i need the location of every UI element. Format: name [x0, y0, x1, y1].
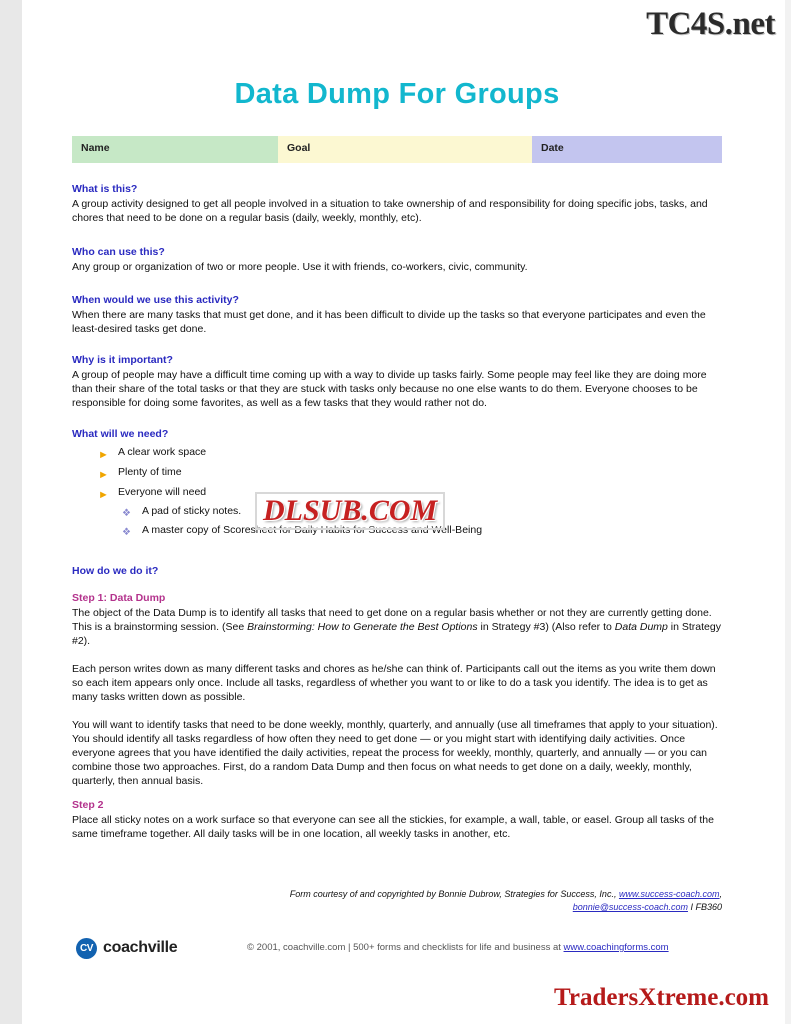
- watermark-center: DLSUB.COM: [255, 492, 445, 530]
- footer-bar: [72, 938, 722, 964]
- step1-para1-part-b: in Strategy #3) (Also refer to: [477, 621, 615, 633]
- page-title: Data Dump For Groups: [234, 78, 560, 110]
- left-margin-strip: [0, 0, 22, 1024]
- text-who-can-use: Any group or organization of two or more people. Use it with friends, co-workers, civic, community.: [72, 261, 528, 273]
- field-name[interactable]: Name: [72, 136, 278, 163]
- heading-step-1: Step 1: Data Dump: [72, 592, 166, 604]
- list-item-label: A clear work space: [118, 446, 207, 458]
- text-step-1-para-3: You will want to identify tasks that need to be done weekly, monthly, quarterly, and annually (use all timeframes that apply to your situation). You should identify all tasks regardless of how often they need to get done — or you might start with identifying daily activities. Once everyone agrees that you have identified the daily activities, repeat the process for weekly, monthly, quarterly, and annually — or you can combine those two approaches. First, do a random Data Dump and then focus on what needs to get done on a daily, weekly, monthly, quarterly, then annual basis.: [72, 719, 718, 787]
- list-item-label: Everyone will need: [118, 486, 207, 498]
- step1-para1-emphasis-1: Brainstorming: How to Generate the Best Options: [247, 621, 478, 633]
- list-item-label: Plenty of time: [118, 466, 182, 478]
- field-date[interactable]: Date: [532, 136, 722, 163]
- coachingforms-link[interactable]: www.coachingforms.com: [563, 942, 669, 953]
- list-item: [72, 442, 722, 462]
- right-margin-strip: [785, 0, 791, 1024]
- bonnie-email-link[interactable]: bonnie@success-coach.com: [572, 902, 688, 912]
- heading-why-important: Why is it important?: [72, 354, 173, 366]
- section-what-is-this: [72, 183, 722, 225]
- list-item: [72, 462, 722, 482]
- field-goal[interactable]: Goal: [278, 136, 532, 163]
- diamond-bullet-icon: ❖: [122, 508, 131, 519]
- section-step-1: [72, 592, 722, 788]
- footer-credit-text: Form courtesy of and copyrighted by Bonnie Dubrow, Strategies for Success, Inc.,: [289, 889, 619, 899]
- heading-who-can-use: Who can use this?: [72, 246, 165, 258]
- section-who-can-use: [72, 246, 722, 274]
- coachville-logo-icon: CV: [76, 938, 97, 959]
- text-step-2: Place all sticky notes on a work surface so that everyone can see all the stickies, for example, a wall, table, or easel. Group all tasks of the same timeframe together. All daily tasks will be in one location, all weekly tasks in another, etc.: [72, 814, 714, 840]
- step1-para1-part-a: The object of the Data Dump is to identify all tasks that need to get done on a regular basis whether or not they are currently getting done. This is a brainstorming session. (See: [72, 607, 712, 633]
- heading-what-we-need: What will we need?: [72, 428, 169, 440]
- list-item-label: A pad of sticky notes.: [142, 505, 242, 517]
- diamond-bullet-icon: ❖: [122, 527, 131, 538]
- text-step-1-para-2: Each person writes down as many different tasks and chores as he/she can think of. Participants call out the items as you write them down so each item appears only once. Include all tasks, regardless of whether you want to or like to do a task you identify. The idea is to get as many tasks written down as possible.: [72, 663, 716, 703]
- watermark-bottom-right: TradersXtreme.com: [554, 984, 769, 1011]
- header-fields-table: [72, 136, 722, 163]
- section-why-important: [72, 354, 722, 410]
- heading-what-is-this: What is this?: [72, 183, 138, 195]
- step1-para1-emphasis-2: Data Dump: [614, 621, 668, 633]
- section-step-2: [72, 799, 722, 841]
- footer-credit: [72, 888, 722, 914]
- copyright-line: [247, 942, 669, 953]
- heading-when-would-we-use: When would we use this activity?: [72, 294, 239, 306]
- triangle-bullet-icon: ►: [98, 449, 109, 461]
- footer-credit-comma: ,: [719, 889, 722, 899]
- text-step-1-para-1: [72, 606, 722, 648]
- triangle-bullet-icon: ►: [98, 469, 109, 481]
- watermark-top-right: TC4S.net: [646, 6, 775, 42]
- text-when-would-we-use: When there are many tasks that must get done, and it has been difficult to divide up the tasks so that everyone participates and even the least-desired tasks get done.: [72, 309, 706, 335]
- list-item-label: A master copy of Scoresheet for Daily Habits for Success and Well-Being: [142, 524, 483, 536]
- step1-para1-part-c: in Strategy #2).: [72, 621, 721, 647]
- triangle-bullet-icon: ►: [98, 489, 109, 501]
- heading-step-2: Step 2: [72, 799, 104, 811]
- success-coach-link[interactable]: www.success-coach.com: [618, 889, 720, 899]
- section-how-do-we-do-it: [72, 565, 722, 579]
- copyright-text: © 2001, coachville.com | 500+ forms and checklists for life and business at: [247, 942, 564, 953]
- text-why-important: A group of people may have a difficult time coming up with a way to divide up tasks fairly. Some people may feel like they are doing more than their share of the total tasks or that they are stuck with tasks only because no one else wants to do them. Everyone chooses to be responsible for doing some favorites, as well as a few tasks that they would rather not do.: [72, 369, 707, 409]
- footer-credit-code: I FB360: [687, 902, 722, 912]
- coachville-wordmark: coachville: [103, 939, 178, 956]
- section-when-would-we-use: [72, 294, 722, 336]
- heading-how-do-we-do-it: How do we do it?: [72, 565, 159, 577]
- text-what-is-this: A group activity designed to get all people involved in a situation to take ownership of and responsibility for doing specific jobs, tasks, and chores that need to be done on a regular basis (daily, weekly, monthly, etc).: [72, 198, 708, 224]
